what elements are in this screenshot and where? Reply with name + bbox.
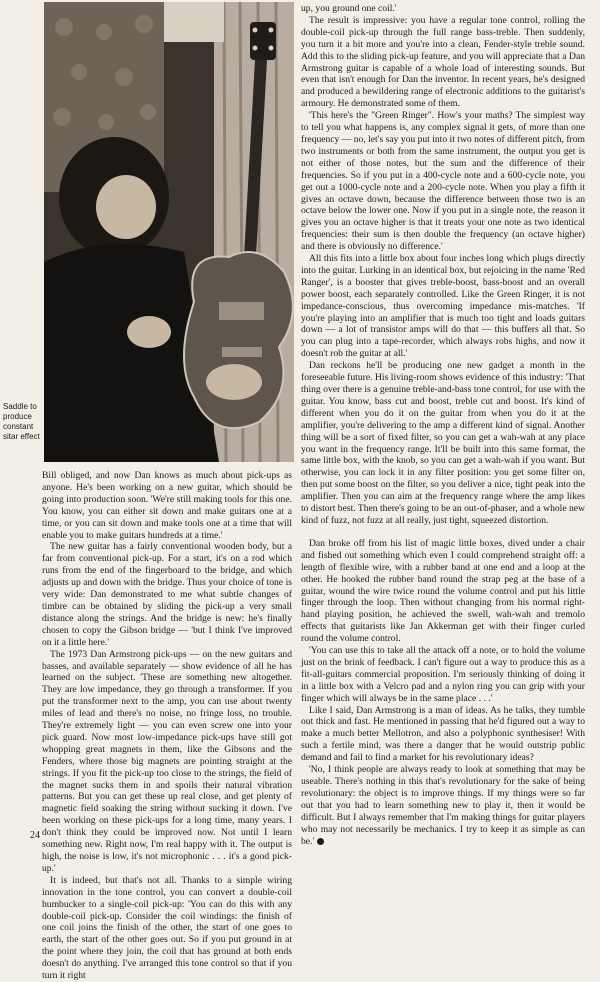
- paragraph: The new guitar has a fairly conventional wooden body, but a far from conventional pick-up. For a start, it's on a rod which runs from the end of the fingerboard to the bridge, and which adjusts up and down with the bridge. Thus your choice of tone is very wide: Dan demonstrated to me what subtle changes of timbre can be obtained by sliding the pick-up a very small distance along the strings. And the bridge is new: he's finally chosen to copy the Gibson bridge — 'but I think I've improved on it a little here.': [42, 541, 292, 648]
- end-mark-icon: [317, 838, 324, 845]
- left-column: [42, 470, 292, 982]
- paragraph: The result is impressive: you have a regular tone control, rolling the double-coil pick-up through the full range bass-treble. Then suddenly, you turn it a bit more and you're into a clean, Fender-style treble sound. Add this to the sliding pick-up feature, and you will appreciate that a Dan Armstrong guitar is capable of a whole load of interesting sounds. But even that isn't enough for Dan the inventor. In recent years, he's designed and produced a bewildering range of electronic additions to the guitarist's armoury. He demonstrated some of them.: [301, 14, 585, 110]
- paragraph: Dan broke off from his list of magic little boxes, dived under a chair and fished out something which even I could comprehend straight off: a length of flexible wire, with a rubber band at one end and a loop at the other. He hooked the rubber band round the strap peg at the base of a guitar, wound the wire twice round the volume control and put his little finger through the loop. Then without changing from his normal right-hand playing position, he achieved the swell, wah-wah and tremolo effects that guitarists like Jan Akkerman get with their finger curled round the volume control.: [301, 537, 585, 645]
- right-column: [301, 3, 585, 847]
- paragraph: Like I said, Dan Armstrong is a man of ideas. As he talks, they tumble out thick and fast. He mentioned in passing that he'd figured out a way to make a much better Mellotron, and also a polyphonic synthesiser! With such a fertile mind, was there a danger that he would outstrip public demand and fail to find a market for his revolutionary ideas?: [301, 704, 585, 764]
- paragraph: 'You can use this to take all the attack off a note, or to hold the volume just on the brink of feedback. I can't figure out a way to produce this as a fit-all-guitars commercial proposition. I'm seriously thinking of doing it in a little box with a Velcro pad and a nylon ring you can grip with your finger which will always be in the same place . . .': [301, 645, 585, 704]
- paragraph: Bill obliged, and now Dan knows as much about pick-ups as anyone. He's been working on a new guitar, which should be going into production soon. 'We're still making tools for this one. You know, you can either sit down and make guitars one at a time, or you can sit down and make tools one at a time that will enable you to make guitars hundreds at a time.': [42, 470, 292, 541]
- paragraph: 'This here's the "Green Ringer". How's your maths? The simplest way to tell you what happens is, any complex signal it gets, of more than one frequency — no, let's say you put into it two notes of different pitch, from two instruments or both from the same instrument, the output you get is not either of those notes, but the sum and the difference of their frequencies. So if you put in a 400-cycle note and a 600-cycle note, you get out a 1000-cycle note and a 200-cycle note. When you play a fifth it gives an octave down, because the difference between those two is an octave below the lower one. Now if you put in a single note, the reason it gives you an octave higher is that it treats your one note as two identical frequencies: their sum is then double the frequency (an octave higher) and there is obviously no difference.': [301, 110, 585, 253]
- paragraph-text: 'No, I think people are always ready to look at something that may be useable. There's nothing in this that's revolutionary for the sake of being revolutionary: the object is to improve things. If my things were so far out that you had to learn something new to play it, then it would be difficult. But I always remember that I'm making things for guitar players who may not necessarily be mechanics. I try to keep it as simple as can be.': [301, 764, 585, 847]
- guitarist-photo-icon: [44, 2, 294, 462]
- page-number: 24: [30, 830, 40, 841]
- paragraph: The 1973 Dan Armstrong pick-ups — on the new guitars and basses, and available separately — show evidence of all he has learned on the subject. 'These are something new altogether. They are low impedance, they go through a transformer. If you put the transformer next to the amp, you can use about twenty miles of lead and there's no noise, no fringe loss, no trouble. They're extremely light — you can even screw one into your pick guard. Now most low-impedance pick-ups have still got whopping great magnets in them, like the Gibsons and the Fenders, where those big magnets are pointing straight at the strings. If you fit the pick-up too close to the strings, the field of the magnet sucks them in and spoils their natural vibration patterns. But you can get these up real close, and get plenty of magnetic field soaking the string without sucking it down. I've been working on these pick-ups for a long time, many years. I don't think they could be improved now. Not until I learn something new. Right now, I'm real happy with it. The output is high, the noise is low, it's not microphonic . . . it's a good pick-up.': [42, 648, 292, 874]
- photo-caption: Saddle to produce constant sitar effect: [3, 402, 40, 441]
- paragraph-final: [301, 764, 585, 847]
- paragraph: It is indeed, but that's not all. Thanks to a simple wiring innovation in the tone control, you can convert a double-coil humbucker to a single-coil pick-up: 'You can do this with any double-coil pick-up. Consider the coil windings: the finish of one coil joins the finish of the other, the start of one goes to earth, the start of the other goes out. So if you put ground in at the point where they join, the coil that has ground at both ends doesn't do anything. I've arranged this tone control so that if you turn it right: [42, 874, 292, 982]
- guitarist-photo: [44, 2, 294, 462]
- paragraph: up, you ground one coil.': [301, 3, 397, 14]
- paragraph: All this fits into a little box about four inches long which plugs directly into the guitar. Lurking in an identical box, but rejoicing in the name 'Red Ranger', is a booster that gives treble-boost, bass-boost and an overall power boost, each separately controlled. Like the Green Ringer, it is not impedance-conscious, thus overcoming impedance mis-matches. 'If you're playing into an amplifier that is much too tight and loads guitars down — a lot of transistor amps will do that — this buffers all that. So you can plug into a tape-recorder, which always robs highs, and now it doesn't rob the guitar at all.': [301, 253, 585, 360]
- paragraph: Dan reckons he'll be producing one new gadget a month in the foreseeable future. His living-room shows evidence of this industry: 'That thing over there is a genuine treble-and-bass tone control, for use with the guitar. You know, bass cut and boost, treble cut and boost. It's kind of different when you do it on the guitar from when you do it at the amplifier, you're delivering to the amp a different kind of signal. Another thing will be a sort of fixed filter, so you can get a wah-wah at any place you want in the frequency range. It'll be built into this same format, the same little box, with the knob, so you can get a wah-wah if you want. But otherwise, you can lock it in any filter position: you get some filter on, then put some boost on the filter, so you deliver a nice, tight peak into the amplifier. Then you can aim at the frequency range where the amp likes to distort best. Then there's going to be an out-of-phaser, and a whole new kind of fuzz, not fuzz at all really, just tight, squeezed distortion.: [301, 360, 585, 526]
